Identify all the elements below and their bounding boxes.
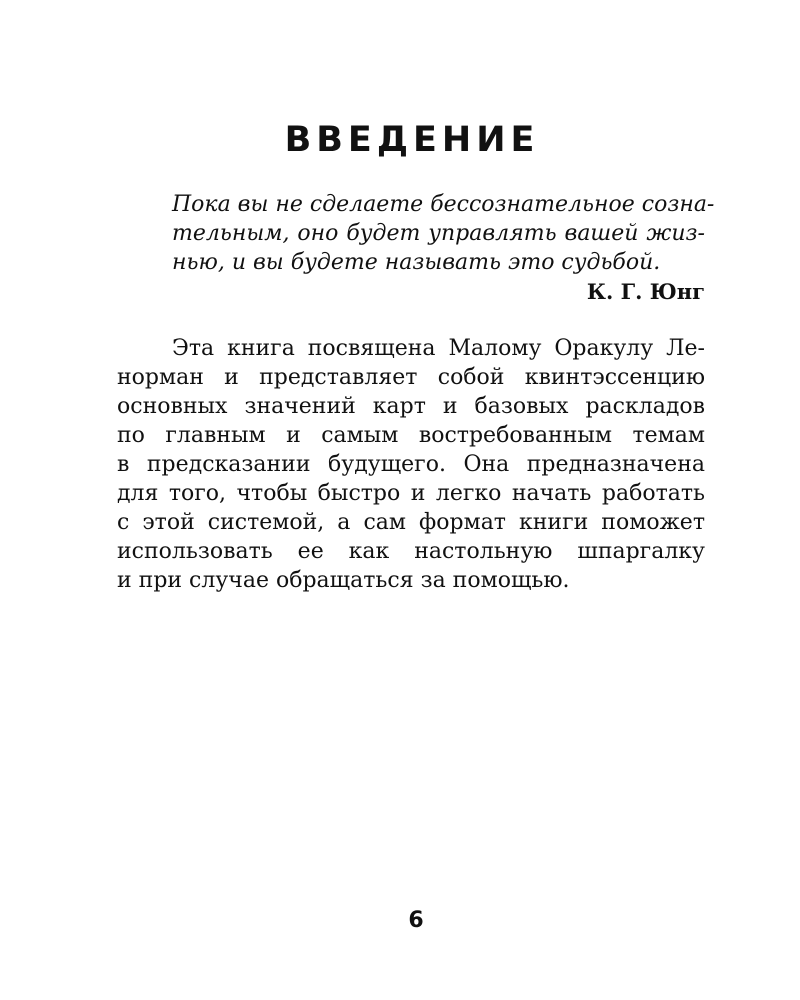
paragraph-line: по главным и самым востребованным темам — [117, 423, 705, 448]
epigraph-line: тельным, оно будет управлять вашей жиз- — [172, 221, 705, 246]
chapter-title: ВВЕДЕНИЕ — [284, 120, 540, 160]
paragraph-line: основных значений карт и базовых раскладов — [117, 394, 705, 419]
paragraph-line: Эта книга посвящена Малому Оракулу Ле- — [172, 336, 705, 361]
paragraph-line: норман и представляет собой квинтэссенцию — [117, 365, 705, 390]
epigraph — [172, 190, 715, 306]
paragraph-line: использовать ее как настольную шпаргалку — [117, 539, 705, 564]
page-number: 6 — [408, 908, 424, 933]
paragraph-line: и при случае обращаться за помощью. — [117, 568, 570, 593]
epigraph-line: нью, и вы будете называть это судьбой. — [172, 250, 661, 275]
body-paragraph — [117, 334, 705, 595]
epigraph-author: К. Г. Юнг — [586, 279, 705, 304]
epigraph-line: Пока вы не сделаете бессознательное созна- — [172, 192, 715, 217]
paragraph-line: для того, чтобы быстро и легко начать работать — [117, 481, 705, 506]
paragraph-line: с этой системой, а сам формат книги поможет — [117, 510, 705, 535]
paragraph-line: в предсказании будущего. Она предназначена — [117, 452, 705, 477]
